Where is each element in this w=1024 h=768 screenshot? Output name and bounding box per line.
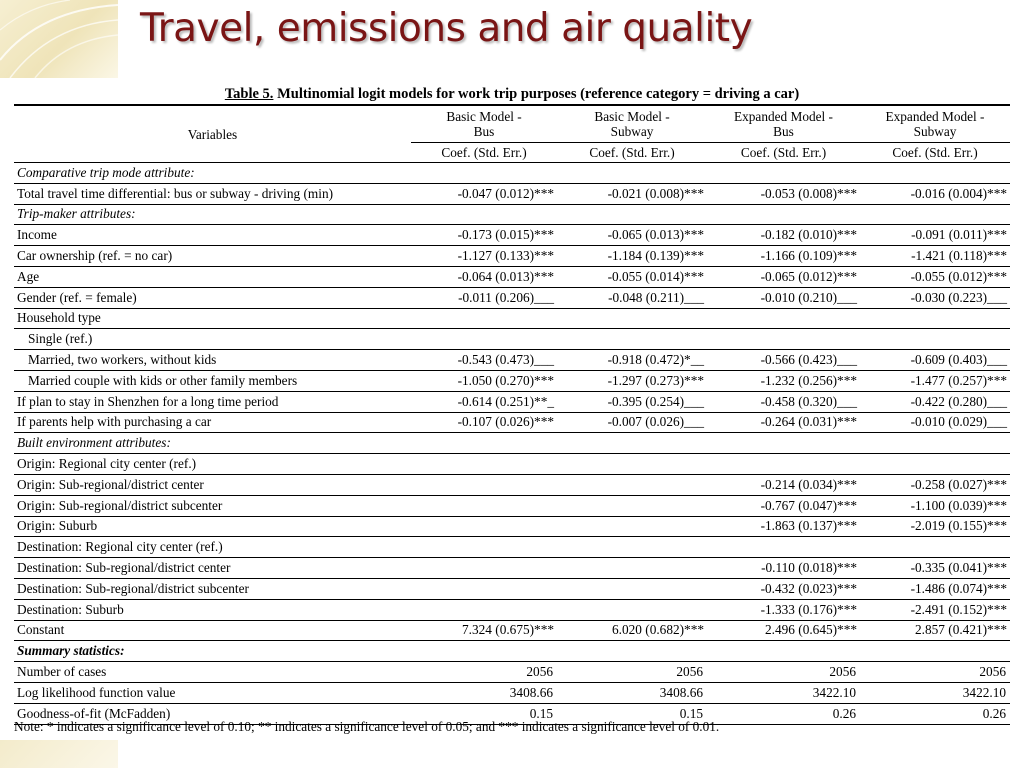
row-label: Married couple with kids or other family members — [14, 370, 411, 391]
table-note: Note: * indicates a significance level of 0.10; ** indicates a significance level of 0.05; and *** indicates a significance level of 0.01. — [14, 719, 720, 734]
row-label: Car ownership (ref. = no car) — [14, 246, 411, 267]
row-label: If parents help with purchasing a car — [14, 412, 411, 433]
value-cell: -0.543 (0.473)___ — [411, 350, 557, 371]
table-row — [14, 329, 1010, 350]
value-cell: -1.127 (0.133)*** — [411, 246, 557, 267]
value-cell: 2056 — [557, 662, 707, 683]
value-cell: -0.335 (0.041)*** — [860, 558, 1010, 579]
value-cell: -1.166 (0.109)*** — [707, 246, 860, 267]
value-cell — [707, 433, 860, 454]
table-row — [14, 454, 1010, 475]
table-row — [14, 495, 1010, 516]
value-cell: -0.614 (0.251)**_ — [411, 391, 557, 412]
row-label: If plan to stay in Shenzhen for a long time period — [14, 391, 411, 412]
value-cell: -0.107 (0.026)*** — [411, 412, 557, 433]
subheader-cell: Coef. (Std. Err.) — [557, 143, 707, 163]
value-cell: -0.047 (0.012)*** — [411, 183, 557, 204]
value-cell: -0.264 (0.031)*** — [707, 412, 860, 433]
table-row — [14, 433, 1010, 454]
row-label: Married, two workers, without kids — [14, 350, 411, 371]
subheader-cell: Coef. (Std. Err.) — [411, 143, 557, 163]
value-cell — [411, 599, 557, 620]
value-cell — [411, 516, 557, 537]
table-row — [14, 516, 1010, 537]
value-cell: -1.863 (0.137)*** — [707, 516, 860, 537]
value-cell: 7.324 (0.675)*** — [411, 620, 557, 641]
decorative-arcs-icon — [0, 0, 118, 78]
value-cell — [707, 163, 860, 184]
value-cell — [411, 454, 557, 475]
value-cell: 2.496 (0.645)*** — [707, 620, 860, 641]
value-cell — [557, 516, 707, 537]
row-label: Constant — [14, 620, 411, 641]
value-cell — [860, 204, 1010, 225]
value-cell: -1.477 (0.257)*** — [860, 370, 1010, 391]
table-row — [14, 412, 1010, 433]
table-row — [14, 682, 1010, 703]
value-cell — [860, 641, 1010, 662]
value-cell: -1.050 (0.270)*** — [411, 370, 557, 391]
value-cell: -0.609 (0.403)___ — [860, 350, 1010, 371]
value-cell — [411, 537, 557, 558]
table-row — [14, 308, 1010, 329]
value-cell: 0.15 — [411, 703, 557, 724]
value-cell: -0.173 (0.015)*** — [411, 225, 557, 246]
value-cell: -0.065 (0.012)*** — [707, 266, 860, 287]
value-cell: 0.26 — [707, 703, 860, 724]
value-cell: -2.491 (0.152)*** — [860, 599, 1010, 620]
value-cell: -0.432 (0.023)*** — [707, 578, 860, 599]
value-cell: -0.016 (0.004)*** — [860, 183, 1010, 204]
row-label: Number of cases — [14, 662, 411, 683]
value-cell: -1.232 (0.256)*** — [707, 370, 860, 391]
value-cell: -0.918 (0.472)*__ — [557, 350, 707, 371]
results-table — [14, 104, 1010, 725]
value-cell — [860, 308, 1010, 329]
value-cell — [557, 204, 707, 225]
column-header-expanded-subway: Expanded Model - Subway — [860, 105, 1010, 143]
value-cell: -0.007 (0.026)___ — [557, 412, 707, 433]
table-row — [14, 599, 1010, 620]
value-cell — [557, 454, 707, 475]
value-cell: -0.055 (0.014)*** — [557, 266, 707, 287]
value-cell — [557, 537, 707, 558]
value-cell: -0.010 (0.210)___ — [707, 287, 860, 308]
row-label: Single (ref.) — [14, 329, 411, 350]
value-cell — [411, 308, 557, 329]
row-label: Total travel time differential: bus or subway - driving (min) — [14, 183, 411, 204]
table-body — [14, 163, 1010, 725]
value-cell: 3408.66 — [557, 682, 707, 703]
row-label: Origin: Sub-regional/district center — [14, 474, 411, 495]
value-cell — [411, 204, 557, 225]
table-caption — [0, 86, 1024, 103]
value-cell: 2056 — [860, 662, 1010, 683]
value-cell: -0.110 (0.018)*** — [707, 558, 860, 579]
row-label: Trip-maker attributes: — [14, 204, 411, 225]
subheader-cell: Coef. (Std. Err.) — [860, 143, 1010, 163]
value-cell: 3422.10 — [860, 682, 1010, 703]
row-label: Summary statistics: — [14, 641, 411, 662]
row-label: Destination: Sub-regional/district subcenter — [14, 578, 411, 599]
row-label: Origin: Regional city center (ref.) — [14, 454, 411, 475]
table-row — [14, 558, 1010, 579]
table-row — [14, 163, 1010, 184]
value-cell — [411, 578, 557, 599]
slide-title: Travel, emissions and air quality — [140, 6, 753, 51]
value-cell: -1.297 (0.273)*** — [557, 370, 707, 391]
row-label: Goodness-of-fit (McFadden) — [14, 703, 411, 724]
value-cell: -0.064 (0.013)*** — [411, 266, 557, 287]
value-cell — [557, 433, 707, 454]
table-row — [14, 578, 1010, 599]
value-cell: -1.100 (0.039)*** — [860, 495, 1010, 516]
row-label: Destination: Suburb — [14, 599, 411, 620]
value-cell — [411, 433, 557, 454]
subheader-cell: Coef. (Std. Err.) — [707, 143, 860, 163]
value-cell — [557, 495, 707, 516]
value-cell — [707, 641, 860, 662]
row-label: Log likelihood function value — [14, 682, 411, 703]
value-cell: -0.767 (0.047)*** — [707, 495, 860, 516]
table-row — [14, 620, 1010, 641]
value-cell: -0.021 (0.008)*** — [557, 183, 707, 204]
value-cell — [707, 204, 860, 225]
column-header-basic-bus: Basic Model - Bus — [411, 105, 557, 143]
table-row — [14, 246, 1010, 267]
value-cell: 0.26 — [860, 703, 1010, 724]
value-cell: -0.091 (0.011)*** — [860, 225, 1010, 246]
table-row — [14, 662, 1010, 683]
value-cell: -0.053 (0.008)*** — [707, 183, 860, 204]
value-cell: -1.184 (0.139)*** — [557, 246, 707, 267]
value-cell: 3408.66 — [411, 682, 557, 703]
value-cell — [557, 474, 707, 495]
table-row — [14, 350, 1010, 371]
value-cell: -0.458 (0.320)___ — [707, 391, 860, 412]
value-cell: -0.182 (0.010)*** — [707, 225, 860, 246]
table-row — [14, 370, 1010, 391]
row-label: Built environment attributes: — [14, 433, 411, 454]
value-cell: 3422.10 — [707, 682, 860, 703]
value-cell — [860, 537, 1010, 558]
table-row — [14, 537, 1010, 558]
value-cell — [411, 558, 557, 579]
value-cell — [557, 163, 707, 184]
table-row — [14, 183, 1010, 204]
value-cell: -0.011 (0.206)___ — [411, 287, 557, 308]
value-cell — [557, 558, 707, 579]
value-cell — [411, 163, 557, 184]
row-label: Age — [14, 266, 411, 287]
column-header-basic-subway: Basic Model - Subway — [557, 105, 707, 143]
value-cell: 2056 — [411, 662, 557, 683]
bottom-decoration — [0, 740, 118, 768]
row-label: Household type — [14, 308, 411, 329]
value-cell — [707, 329, 860, 350]
row-label: Destination: Regional city center (ref.) — [14, 537, 411, 558]
value-cell: -0.566 (0.423)___ — [707, 350, 860, 371]
value-cell — [557, 599, 707, 620]
value-cell — [860, 329, 1010, 350]
value-cell: -0.030 (0.223)___ — [860, 287, 1010, 308]
variables-header: Variables — [14, 105, 411, 163]
row-label: Destination: Sub-regional/district center — [14, 558, 411, 579]
table-caption-text: Multinomial logit models for work trip purposes (reference category = driving a car) — [273, 86, 800, 102]
value-cell — [707, 537, 860, 558]
value-cell — [707, 308, 860, 329]
table-row — [14, 641, 1010, 662]
table-row — [14, 287, 1010, 308]
value-cell — [411, 495, 557, 516]
value-cell: -0.395 (0.254)___ — [557, 391, 707, 412]
table-header-row — [14, 105, 1010, 143]
row-label: Gender (ref. = female) — [14, 287, 411, 308]
value-cell — [411, 329, 557, 350]
table-row — [14, 204, 1010, 225]
value-cell — [557, 578, 707, 599]
value-cell — [557, 308, 707, 329]
value-cell: -0.048 (0.211)___ — [557, 287, 707, 308]
table-row — [14, 225, 1010, 246]
value-cell — [860, 163, 1010, 184]
value-cell: -0.055 (0.012)*** — [860, 266, 1010, 287]
row-label: Origin: Sub-regional/district subcenter — [14, 495, 411, 516]
row-label: Income — [14, 225, 411, 246]
value-cell — [557, 641, 707, 662]
value-cell — [860, 433, 1010, 454]
value-cell — [557, 329, 707, 350]
value-cell — [411, 474, 557, 495]
value-cell: -2.019 (0.155)*** — [860, 516, 1010, 537]
value-cell — [411, 641, 557, 662]
table-row — [14, 391, 1010, 412]
value-cell: -1.486 (0.074)*** — [860, 578, 1010, 599]
value-cell: -0.422 (0.280)___ — [860, 391, 1010, 412]
row-label: Comparative trip mode attribute: — [14, 163, 411, 184]
value-cell: -1.421 (0.118)*** — [860, 246, 1010, 267]
value-cell: 2.857 (0.421)*** — [860, 620, 1010, 641]
table-caption-prefix: Table 5. — [224, 86, 274, 102]
corner-decoration — [0, 0, 118, 78]
value-cell: -0.065 (0.013)*** — [557, 225, 707, 246]
value-cell: -0.010 (0.029)___ — [860, 412, 1010, 433]
value-cell — [707, 454, 860, 475]
value-cell: 2056 — [707, 662, 860, 683]
row-label: Origin: Suburb — [14, 516, 411, 537]
table-row — [14, 266, 1010, 287]
value-cell: 0.15 — [557, 703, 707, 724]
value-cell: 6.020 (0.682)*** — [557, 620, 707, 641]
value-cell: -0.214 (0.034)*** — [707, 474, 860, 495]
value-cell — [860, 454, 1010, 475]
value-cell: -0.258 (0.027)*** — [860, 474, 1010, 495]
value-cell: -1.333 (0.176)*** — [707, 599, 860, 620]
column-header-expanded-bus: Expanded Model - Bus — [707, 105, 860, 143]
table-row — [14, 474, 1010, 495]
